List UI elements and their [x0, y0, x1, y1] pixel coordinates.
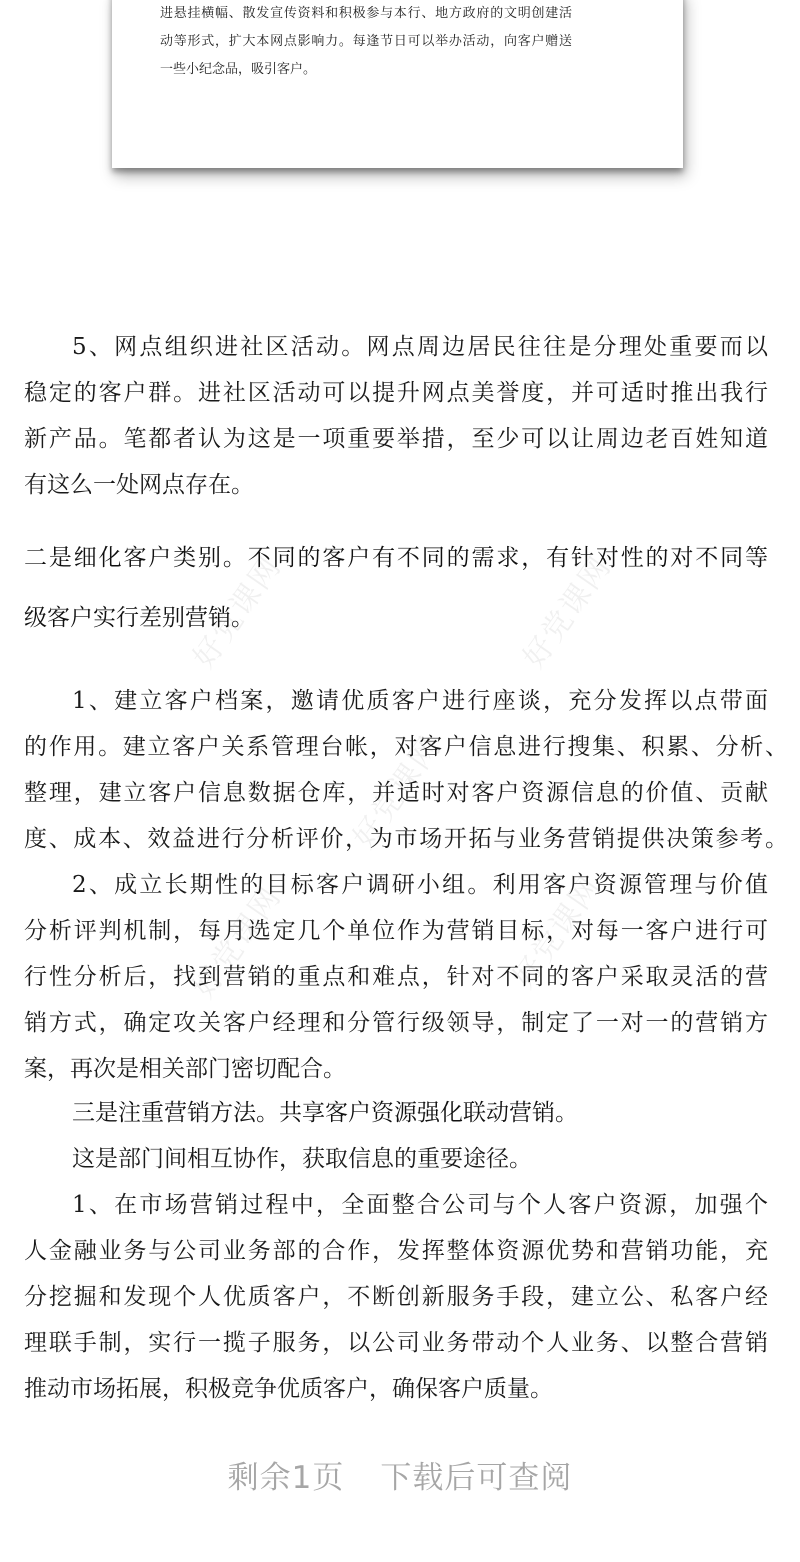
card-text-line: 动等形式，扩大本网点影响力。每逢节日可以举办活动，向客户赠送: [160, 34, 572, 49]
text-line: 的作用。建立客户关系管理台帐，对客户信息进行搜集、积累、分析、: [24, 734, 788, 760]
previous-page-preview-card: [112, 0, 683, 168]
download-prompt-label: 下载后可查阅: [380, 1460, 573, 1496]
text-line: 整理，建立客户信息数据仓库，并适时对客户资源信息的价值、贡献: [24, 780, 768, 806]
text-line: 分析评判机制，每月选定几个单位作为营销目标，对每一客户进行可: [24, 918, 768, 944]
watermark: 好党课网: [516, 549, 619, 675]
section-heading-marketing-methods: 三是注重营销方法。共享客户资源强化联动营销。: [72, 1100, 578, 1126]
text-line: 新产品。笔都者认为这是一项重要举措，至少可以让周边老百姓知道: [24, 426, 768, 452]
heading-line: 级客户实行差别营销。: [24, 605, 254, 631]
text-line: 1、建立客户档案，邀请优质客户进行座谈，充分发挥以点带面: [72, 688, 768, 714]
text-line: 度、成本、效益进行分析评价，为市场开拓与业务营销提供决策参考。: [24, 826, 788, 852]
text-line: 销方式，确定攻关客户经理和分管行级领导，制定了一对一的营销方: [24, 1010, 768, 1036]
text-line: 案，再次是相关部门密切配合。: [24, 1056, 346, 1082]
watermark: 好党课网: [506, 869, 609, 995]
heading-line: 二是细化客户类别。不同的客户有不同的需求，有针对性的对不同等: [24, 545, 768, 571]
card-text-line: 进悬挂横幅、散发宣传资料和积极参与本行、地方政府的文明创建活: [160, 6, 572, 21]
text-line: 分挖掘和发现个人优质客户，不断创新服务手段，建立公、私客户经: [24, 1284, 768, 1310]
text-line: 5、网点组织进社区活动。网点周边居民往往是分理处重要而以: [72, 334, 768, 360]
text-line: 理联手制，实行一揽子服务，以公司业务带动个人业务、以整合营销: [24, 1330, 768, 1356]
text-line: 行性分析后，找到营销的重点和难点，针对不同的客户采取灵活的营: [24, 964, 768, 990]
watermark: 好党课网: [346, 729, 449, 855]
text-line: 有这么一处网点存在。: [24, 472, 254, 498]
text-line: 稳定的客户群。进社区活动可以提升网点美誉度，并可适时推出我行: [24, 380, 768, 406]
watermark: 好党课网: [186, 879, 289, 1005]
text-line: 推动市场拓展，积极竞争优质客户，确保客户质量。: [24, 1376, 553, 1402]
remaining-pages-label: 剩余1页: [227, 1460, 345, 1496]
text-line: 1、在市场营销过程中，全面整合公司与个人客户资源，加强个: [72, 1192, 768, 1218]
card-text-line: 一些小纪念品，吸引客户。: [160, 62, 317, 77]
paragraph-intro: 这是部门间相互协作，获取信息的重要途径。: [72, 1146, 532, 1172]
text-line: 人金融业务与公司业务部的合作，发挥整体资源优势和营销功能，充: [24, 1238, 768, 1264]
watermark: 好党课网: [186, 549, 289, 675]
text-line: 2、成立长期性的目标客户调研小组。利用客户资源管理与价值: [72, 872, 768, 898]
download-to-read-more-button[interactable]: [0, 1452, 800, 1497]
